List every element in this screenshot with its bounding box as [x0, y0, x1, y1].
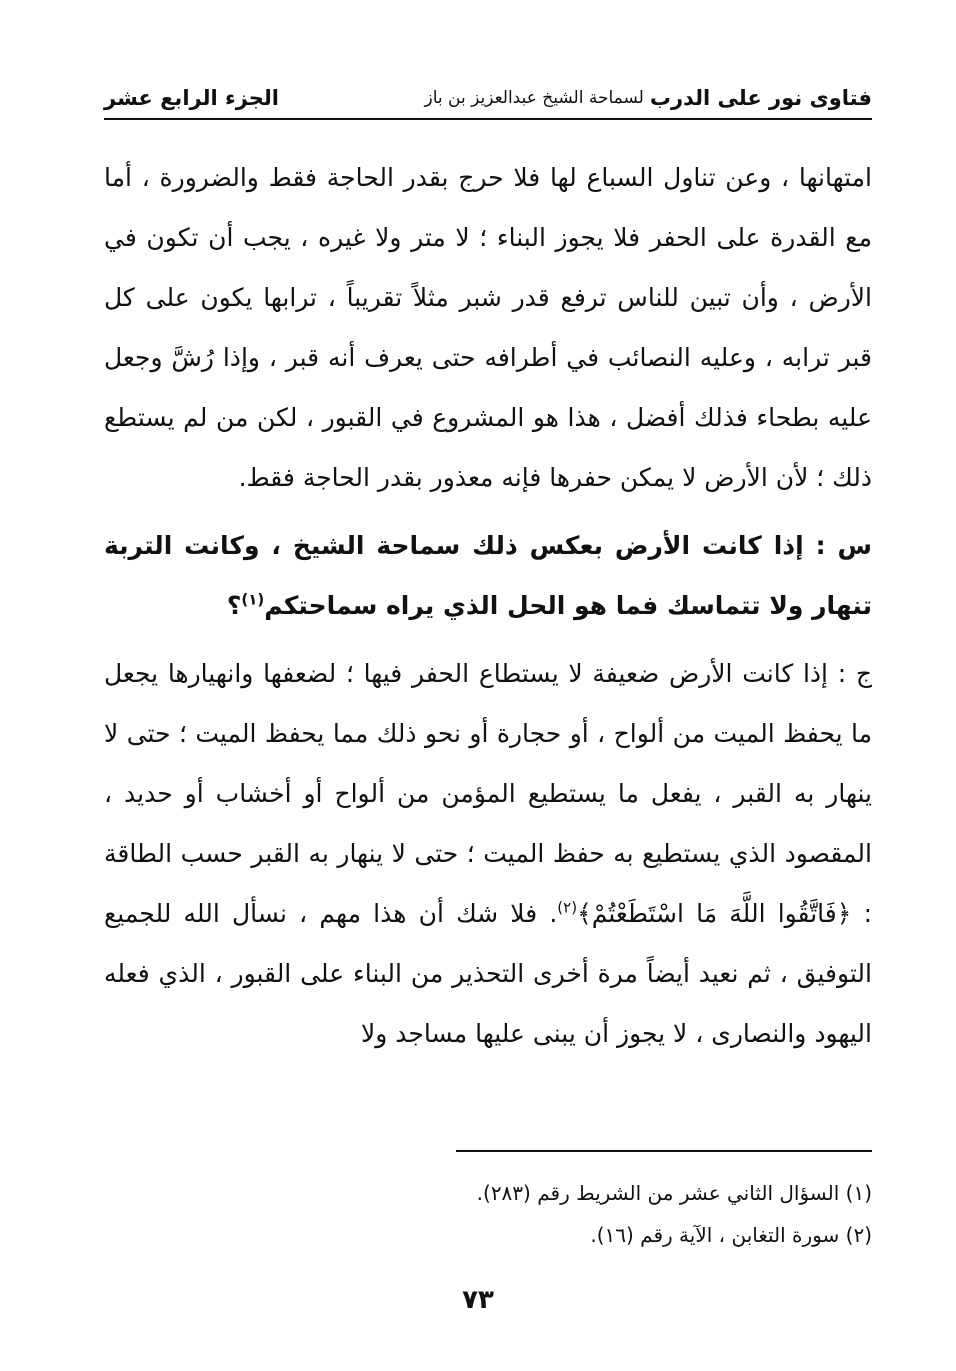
footnote-1: (١) السؤال الثاني عشر من الشريط رقم (٢٨٣).: [476, 1181, 872, 1205]
quran-verse: ﴿فَاتَّقُوا اللَّهَ مَا اسْتَطَعْتُمْ﴾: [577, 899, 852, 928]
page-header: [104, 78, 872, 120]
footnotes: [104, 1172, 872, 1256]
footnote-separator: [456, 1150, 872, 1152]
book-title: فتاوى نور على الدرب: [649, 86, 872, 110]
answer-paragraph: [104, 644, 872, 1064]
volume-part: الجزء الرابع عشر: [104, 86, 279, 110]
main-text: [104, 148, 872, 1064]
author-line: لسماحة الشيخ عبدالعزيز بن باز: [424, 88, 644, 108]
question-text: س : إذا كانت الأرض بعكس ذلك سماحة الشيخ ، وكانت التربة تنهار ولا تتماسك فما هو الحل الذي يراه سماحتكم: [104, 531, 872, 620]
footnote-2: (٢) سورة التغابن ، الآية رقم (١٦).: [590, 1223, 872, 1247]
answer-text-1: ج : إذا كانت الأرض ضعيفة لا يستطاع الحفر فيها ؛ لضعفها وانهيارها يجعل ما يحفظ الميت من ألواح ، أو حجارة أو نحو ذلك مما يحفظ الميت ؛ حتى لا ينهار به القبر ، يفعل ما يستطيع المؤمن من ألواح أو أخشاب أو حديد ، المقصود الذي يستطيع به حفظ الميت ؛ حتى لا ينهار به القبر حسب الطاقة :: [104, 659, 873, 928]
answer-text-2: . فلا شك أن هذا مهم ، نسأل الله للجميع التوفيق ، ثم نعيد أيضاً مرة أخرى التحذير من البناء على القبور ، الذي فعله اليهود والنصارى ، لا يجوز أن يبنى عليها مساجد ولا: [104, 899, 872, 1048]
footnote-ref-1[interactable]: (١): [241, 590, 265, 609]
footnote-ref-2[interactable]: (٢): [557, 898, 578, 917]
question-paragraph: [104, 516, 872, 636]
question-mark: ؟: [226, 591, 242, 620]
page-number: ٧٣: [462, 1285, 494, 1315]
paragraph-1: امتهانها ، وعن تناول السباع لها فلا حرج بقدر الحاجة فقط والضرورة ، أما مع القدرة على الحفر فلا يجوز البناء ؛ لا متر ولا غيره ، يجب أن تكون في الأرض ، وأن تبين للناس ترفع قدر شبر مثلاً تقريباً ، ترابها يكون على كل قبر ترابه ، وعليه النصائب في أطرافه حتى يعرف أنه قبر ، وإذا رُشَّ وجعل عليه بطحاء فذلك أفضل ، هذا هو المشروع في القبور ، لكن من لم يستطع ذلك ؛ لأن الأرض لا يمكن حفرها فإنه معذور بقدر الحاجة فقط.: [104, 163, 872, 492]
